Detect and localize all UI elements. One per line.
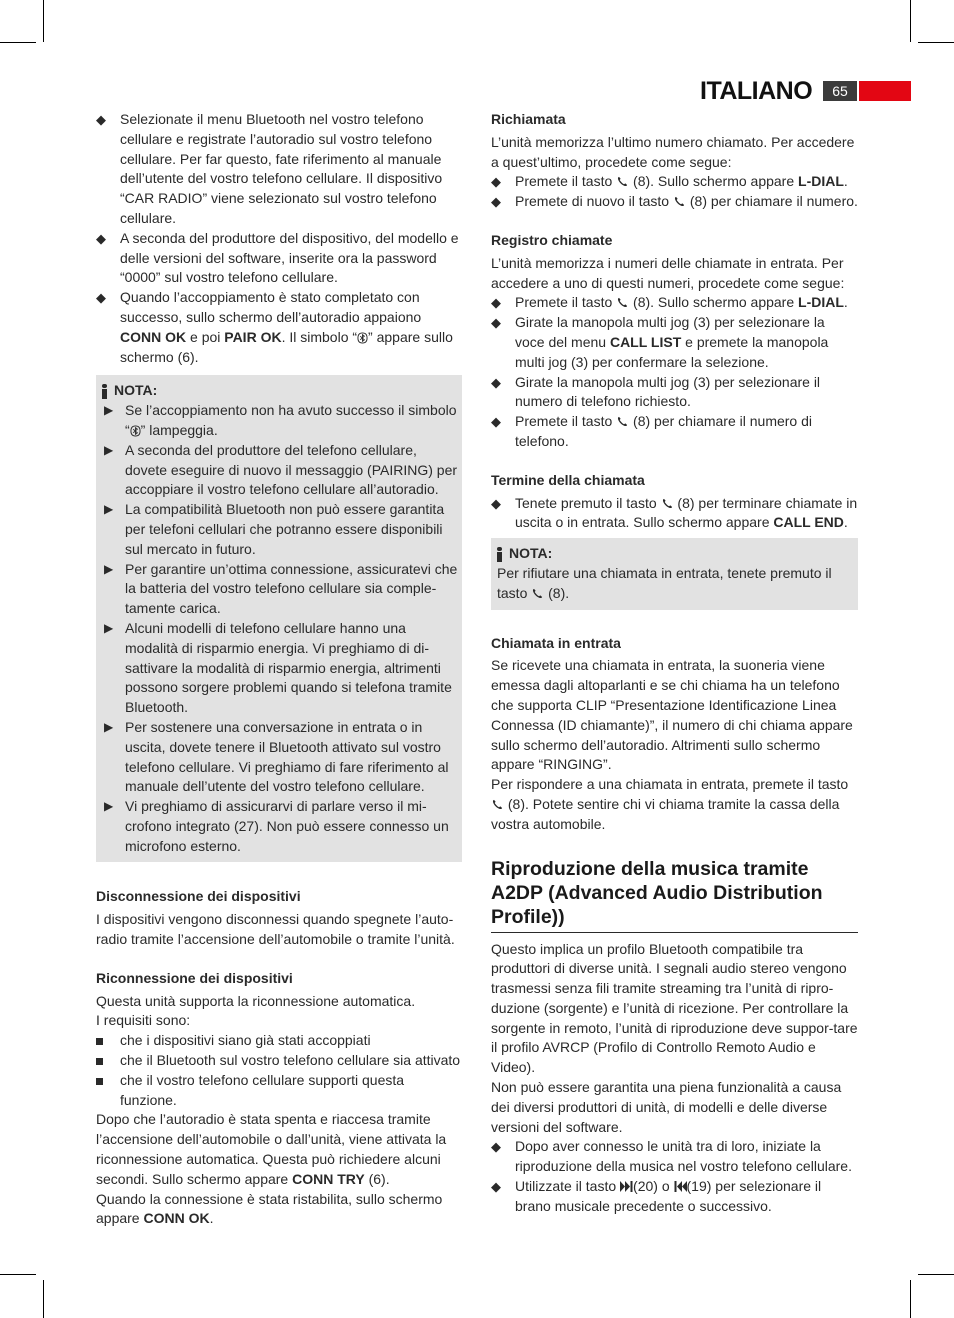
- crop-mark: [0, 1274, 36, 1275]
- info-icon: [100, 384, 109, 399]
- note-item: ▶ Per garantire un’ottima connessione, assicuratevi che la batteria del vostro telefono cellulare sia comple-tamente carica.: [96, 560, 458, 619]
- note-item: ▶ Alcuni modelli di telefono cellulare hanno una modalità di risparmio energia. Vi preghiamo di di-sattivare la modalità di risparmio energia, altrimenti possono sorgere problemi quando si telefona tramite Bluetooth.: [96, 619, 458, 718]
- end-call-steps: [491, 494, 858, 534]
- list-item: ◆ Girate la manopola multi jog (3) per selezionare il numero di telefono richiesto.: [491, 373, 858, 413]
- note-list: [96, 401, 458, 856]
- list-item: che i dispositivi siano già stati accoppiati: [96, 1031, 462, 1051]
- section-heading: Disconnessione dei dispositivi: [96, 888, 301, 905]
- list-item-text: .: [843, 173, 848, 190]
- note-header: [491, 544, 854, 564]
- paragraph: Questo implica un profilo Bluetooth compatibile tra produttori di diverse unità. I segnali audio stereo vengono trasmessi senza fili tramite streaming tra l’unità di ripro-duzione (sorgente) e l’unità di ricezione. Per controllare la sorgente in remoto, l’unità di riproduzione deve suppor-tare il profilo AVRCP (Profilo di Controllo Remoto Audio e Video).: [491, 940, 858, 1076]
- note-item: [96, 401, 458, 441]
- info-icon: [495, 547, 504, 562]
- phone-icon: [532, 588, 543, 599]
- paragraph-text: (8). Potete sentire chi vi chiama tramite la cassa della vostra automobile.: [491, 795, 840, 832]
- list-item-text: .: [843, 514, 848, 531]
- list-item-text: . Il simbolo “: [281, 328, 358, 345]
- call-log-steps: [491, 293, 858, 451]
- section-heading: Chiamata in entrata: [491, 634, 621, 651]
- display-text-conn-ok: CONN OK: [143, 1210, 210, 1227]
- left-column: [96, 110, 462, 1229]
- list-item-text: e poi: [186, 328, 225, 345]
- note-header: [96, 381, 458, 401]
- section-heading: Richiamata: [491, 111, 566, 127]
- list-item: [491, 494, 858, 534]
- list-item-text: Tenete premuto il tasto: [515, 494, 661, 511]
- paragraph: I dispositivi vengono disconnessi quando spegnete l’auto-radio tramite l’accensione dell’automobile o tramite l’unità.: [96, 911, 455, 948]
- right-column: [491, 110, 858, 1217]
- list-item-text: Premete il tasto: [515, 294, 617, 311]
- note-item: ▶ Per sostenere una conversazione in entrata o in uscita, dovete tenere il Bluetooth attivato sul vostro telefono cellulare. Vi preghiamo di fare riferimento al manuale dell’utente del vostro telefono cellulare.: [96, 718, 458, 797]
- list-item: [491, 313, 858, 372]
- a2dp-steps: [491, 1137, 858, 1216]
- list-item: [491, 1177, 858, 1217]
- list-item-text: e premete la manopola multi jog (3) per confermare la selezione.: [515, 333, 829, 370]
- paragraph: [96, 1110, 462, 1189]
- section-title: Riproduzione della musica tramite A2DP (Advanced Audio Distribution Profile)): [491, 857, 858, 933]
- list-item-text: Premete il tasto: [515, 413, 617, 430]
- list-item-text: Utilizzate il tasto: [515, 1178, 621, 1195]
- list-item: che il vostro telefono cellulare supporti questa funzione.: [96, 1071, 462, 1111]
- note-title: NOTA:: [509, 545, 553, 562]
- list-item-text: (8). Sullo schermo appare: [629, 294, 799, 311]
- list-item-text: Quando l’accoppiamento è stato completato con successo, sullo schermo dell’autoradio appaiono: [120, 289, 422, 325]
- list-item: [96, 229, 462, 288]
- paragraph: Se ricevete una chiamata in entrata, la suoneria viene emessa dagli altoparlanti e se chi chiama ha un telefono che supporta CLIP “Presentazione Identificazione Linea Connessa (ID chiamante)”, il numero di chi chiama appare sullo schermo dell’autoradio. Altrimenti sullo schermo appare “RINGING”.: [491, 657, 853, 773]
- paragraph-text: Dopo che l’autoradio è stata spenta e riaccesa tramite l’accensione dell’automobile o dall’unità, viene attivata la riconnessione automatica. Questa può richiedere alcuni secondi. Sullo schermo appare: [96, 1111, 447, 1187]
- note-box: [96, 375, 462, 862]
- display-text-call-list: CALL LIST: [609, 333, 682, 350]
- phone-icon: [617, 176, 628, 187]
- list-item-text: (20) o: [633, 1178, 674, 1195]
- crop-mark: [918, 42, 954, 43]
- list-item-text: ” appare sullo schermo (6).: [120, 328, 453, 365]
- list-item-text: Premete il tasto: [515, 173, 617, 190]
- language-title: ITALIANO: [700, 77, 813, 105]
- note-item: ▶ La compatibilità Bluetooth non può essere garantita per telefoni cellulari che potranno essere disponibili sul mercato in futuro.: [96, 500, 458, 559]
- display-text-l-dial: L-DIAL: [798, 294, 844, 311]
- note-box: [491, 538, 858, 609]
- paragraph: Non può essere garantita una piena funzionalità a causa dei diversi produttori di unità, di modelli e delle diverse versioni del software.: [491, 1079, 842, 1135]
- list-item-text: (19) per selezionare il brano musicale precedente o successivo.: [515, 1178, 822, 1214]
- note-item: ▶ Vi preghiamo di assicurarvi di parlare verso il mi-crofono integrato (27). Non può essere connesso un microfono esterno.: [96, 797, 458, 856]
- display-text-call-end: CALL END: [773, 514, 844, 531]
- phone-icon: [662, 498, 673, 509]
- bluetooth-icon: [130, 425, 141, 437]
- paragraph: I requisiti sono:: [96, 1012, 191, 1029]
- section-heading: Riconnessione dei dispositivi: [96, 969, 293, 986]
- crop-mark: [43, 1280, 44, 1318]
- list-item: ◆ Dopo aver connesso le unità tra di loro, iniziate la riproduzione della musica nel vostro telefono cellulare.: [491, 1137, 858, 1177]
- note-title: NOTA:: [114, 382, 158, 399]
- list-item-text: Girate la manopola multi jog (3) per selezionare la voce del menu: [515, 314, 825, 350]
- note-item-text: ” lampeggia.: [140, 421, 218, 438]
- phone-icon: [492, 799, 503, 810]
- list-item-text: (8) per terminare chiamate in uscita o in entrata. Sullo schermo appare: [515, 494, 858, 531]
- list-item-text: .: [843, 294, 848, 311]
- list-item: [491, 293, 858, 313]
- paragraph: [491, 775, 858, 834]
- crop-mark: [43, 0, 44, 42]
- crop-mark: [910, 0, 911, 42]
- display-text-conn-try: CONN TRY: [292, 1170, 365, 1187]
- paragraph: L’unità memorizza l’ultimo numero chiamato. Per accedere a quest’ultimo, procedete come segue:: [491, 133, 855, 170]
- crop-mark: [918, 1274, 954, 1275]
- list-item-text: (8). Sullo schermo appare: [629, 173, 799, 190]
- page-number: 65: [823, 81, 857, 101]
- list-item: [491, 172, 858, 192]
- note-item: ▶ A seconda del produttore del telefono cellulare, dovete eseguire di nuovo il messaggio (PAIRING) per accoppiare il vostro telefono cellulare all’autoradio.: [96, 441, 458, 500]
- paragraph: [96, 1190, 462, 1230]
- phone-icon: [617, 416, 628, 427]
- paragraph: Questa unità supporta la riconnessione automatica.: [96, 992, 416, 1009]
- paragraph-text: Quando la connessione è stata ristabilita, sullo schermo appare: [96, 1190, 443, 1227]
- accent-bar: [859, 81, 911, 101]
- section-heading: Registro chiamate: [491, 231, 613, 248]
- phone-icon: [674, 196, 685, 207]
- list-item-text: A seconda del produttore del dispositivo, del modello e delle versioni del software, inserite ora la password “0000” sul vostro telefono cellulare.: [120, 229, 459, 286]
- display-text-pair-ok: PAIR OK: [224, 328, 282, 345]
- list-item: [491, 192, 858, 212]
- bluetooth-icon: [357, 332, 368, 344]
- paragraph: L’unità memorizza i numeri delle chiamate in entrata. Per accedere a uno di questi numeri, procedete come segue:: [491, 254, 845, 291]
- list-item: [491, 412, 858, 452]
- display-text-conn-ok: CONN OK: [120, 328, 187, 345]
- requirements-list: [96, 1031, 462, 1110]
- display-text-l-dial: L-DIAL: [798, 173, 844, 190]
- paragraph-text: (6).: [364, 1170, 390, 1187]
- list-item: [96, 288, 462, 367]
- section-heading: Termine della chiamata: [491, 471, 645, 488]
- pairing-steps: [96, 110, 462, 367]
- phone-icon: [617, 297, 628, 308]
- note-text-part: Per rifiutare una chiamata in entrata, tenete premuto il tasto: [497, 564, 832, 601]
- list-item-text: (8) per chiamare il numero di telefono.: [515, 413, 813, 449]
- crop-mark: [0, 42, 36, 43]
- crop-mark: [910, 1280, 911, 1318]
- note-item-text: Se l’accoppiamento non ha avuto successo il simbolo “: [125, 402, 457, 438]
- next-track-icon: [620, 1181, 633, 1192]
- paragraph-text: .: [209, 1210, 214, 1227]
- previous-track-icon: [674, 1181, 687, 1192]
- paragraph-text: Per rispondere a una chiamata in entrata, premete il tasto: [491, 776, 849, 793]
- list-item: che il Bluetooth sul vostro telefono cellulare sia attivato: [96, 1051, 462, 1071]
- list-item-text: (8) per chiamare il numero.: [685, 193, 858, 210]
- list-item-text: Premete di nuovo il tasto: [515, 193, 673, 210]
- redial-steps: [491, 172, 858, 212]
- note-text-part: (8).: [544, 584, 570, 601]
- note-text: [491, 564, 854, 604]
- list-item-text: Selezionate il menu Bluetooth nel vostro telefono cellulare e registrate l’autoradio sul vostro telefono cellulare. Per far questo, fate riferimento al manuale dell’utente del vostro telefono cellulare. Il dispositivo “CAR RADIO” viene selezionato sul vostro telefono cellulare.: [120, 111, 443, 226]
- list-item: [96, 110, 462, 229]
